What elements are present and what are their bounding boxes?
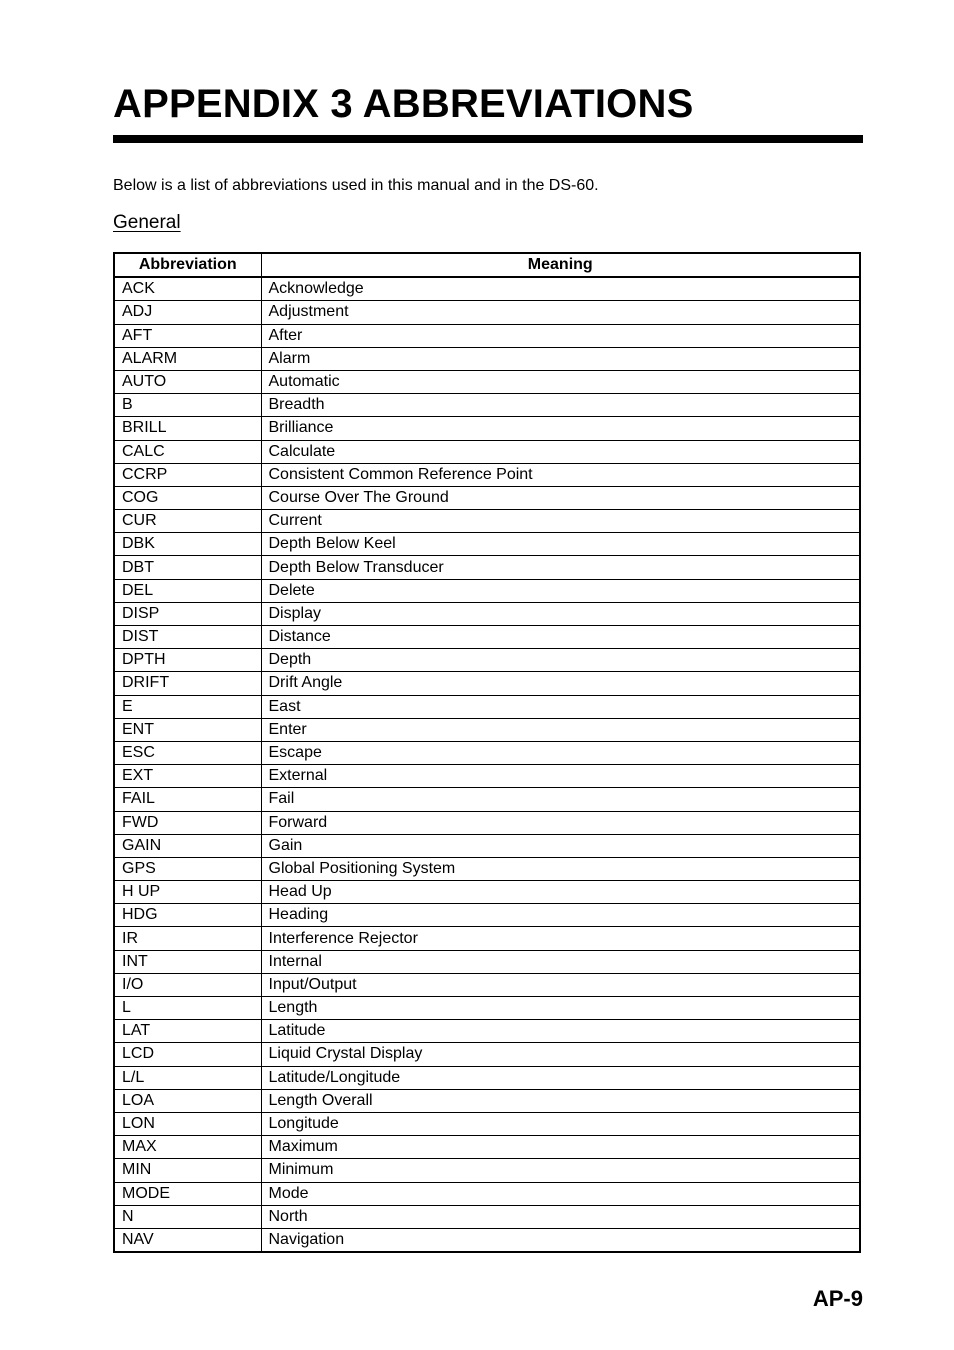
table-header-row — [114, 253, 860, 277]
abbreviation-cell: GPS — [114, 857, 261, 880]
meaning-cell: Delete — [261, 579, 860, 602]
meaning-cell: Course Over The Ground — [261, 486, 860, 509]
meaning-cell: Brilliance — [261, 417, 860, 440]
table-body — [114, 277, 860, 1252]
meaning-cell: Mode — [261, 1182, 860, 1205]
table-row — [114, 1228, 860, 1252]
table-row — [114, 788, 860, 811]
table-row — [114, 672, 860, 695]
meaning-cell: Liquid Crystal Display — [261, 1043, 860, 1066]
meaning-cell: Latitude — [261, 1020, 860, 1043]
abbreviation-cell: AUTO — [114, 370, 261, 393]
abbreviation-cell: CUR — [114, 510, 261, 533]
abbreviation-cell: CALC — [114, 440, 261, 463]
table-row — [114, 1182, 860, 1205]
table-row — [114, 1159, 860, 1182]
meaning-cell: Minimum — [261, 1159, 860, 1182]
meaning-cell: Maximum — [261, 1136, 860, 1159]
table-row — [114, 834, 860, 857]
column-header-meaning: Meaning — [261, 253, 860, 277]
table-row — [114, 950, 860, 973]
table-row — [114, 1205, 860, 1228]
meaning-cell: Calculate — [261, 440, 860, 463]
abbreviation-cell: ALARM — [114, 347, 261, 370]
abbreviation-cell: DPTH — [114, 649, 261, 672]
table-row — [114, 1020, 860, 1043]
table-row — [114, 347, 860, 370]
meaning-cell: Navigation — [261, 1228, 860, 1252]
abbreviation-cell: E — [114, 695, 261, 718]
meaning-cell: Latitude/Longitude — [261, 1066, 860, 1089]
table-row — [114, 626, 860, 649]
table-row — [114, 811, 860, 834]
table-row — [114, 510, 860, 533]
table-row — [114, 1089, 860, 1112]
abbreviation-cell: DEL — [114, 579, 261, 602]
meaning-cell: Distance — [261, 626, 860, 649]
abbreviation-cell: I/O — [114, 973, 261, 996]
abbreviation-cell: ENT — [114, 718, 261, 741]
abbreviation-cell: ESC — [114, 741, 261, 764]
abbreviation-cell: INT — [114, 950, 261, 973]
abbreviation-cell: HDG — [114, 904, 261, 927]
abbreviation-cell: FWD — [114, 811, 261, 834]
meaning-cell: Depth — [261, 649, 860, 672]
page-number: AP-9 — [812, 1286, 863, 1311]
meaning-cell: Enter — [261, 718, 860, 741]
meaning-cell: Fail — [261, 788, 860, 811]
abbreviation-cell: LON — [114, 1112, 261, 1135]
table-row — [114, 741, 860, 764]
table-row — [114, 486, 860, 509]
table-row — [114, 765, 860, 788]
abbreviation-cell: MAX — [114, 1136, 261, 1159]
abbreviation-cell: N — [114, 1205, 261, 1228]
abbreviation-cell: COG — [114, 486, 261, 509]
abbreviation-cell: BRILL — [114, 417, 261, 440]
meaning-cell: Input/Output — [261, 973, 860, 996]
abbreviation-cell: CCRP — [114, 463, 261, 486]
table-row — [114, 533, 860, 556]
table-row — [114, 881, 860, 904]
meaning-cell: Interference Rejector — [261, 927, 860, 950]
table-row — [114, 370, 860, 393]
abbreviation-cell: GAIN — [114, 834, 261, 857]
intro-text: Below is a list of abbreviations used in this manual and in the DS-60. — [113, 177, 599, 194]
table-row — [114, 301, 860, 324]
table-row — [114, 1043, 860, 1066]
meaning-cell: North — [261, 1205, 860, 1228]
table-row — [114, 1112, 860, 1135]
table-row — [114, 556, 860, 579]
abbreviation-cell: EXT — [114, 765, 261, 788]
table-row — [114, 394, 860, 417]
meaning-cell: After — [261, 324, 860, 347]
abbreviation-cell: MODE — [114, 1182, 261, 1205]
page-title: APPENDIX 3 ABBREVIATIONS — [113, 82, 694, 126]
meaning-cell: Acknowledge — [261, 277, 860, 301]
table-row — [114, 857, 860, 880]
meaning-cell: Automatic — [261, 370, 860, 393]
meaning-cell: Length — [261, 997, 860, 1020]
meaning-cell: Global Positioning System — [261, 857, 860, 880]
column-header-abbreviation: Abbreviation — [114, 253, 261, 277]
meaning-cell: Adjustment — [261, 301, 860, 324]
table-row — [114, 695, 860, 718]
meaning-cell: Internal — [261, 950, 860, 973]
table-row — [114, 1136, 860, 1159]
table-row — [114, 973, 860, 996]
abbreviation-cell: DBT — [114, 556, 261, 579]
meaning-cell: External — [261, 765, 860, 788]
meaning-cell: Alarm — [261, 347, 860, 370]
abbreviation-cell: L/L — [114, 1066, 261, 1089]
abbreviation-cell: B — [114, 394, 261, 417]
abbreviation-cell: L — [114, 997, 261, 1020]
abbreviation-cell: LOA — [114, 1089, 261, 1112]
meaning-cell: Consistent Common Reference Point — [261, 463, 860, 486]
meaning-cell: Depth Below Transducer — [261, 556, 860, 579]
abbreviation-cell: ADJ — [114, 301, 261, 324]
meaning-cell: East — [261, 695, 860, 718]
table-row — [114, 649, 860, 672]
abbreviation-cell: IR — [114, 927, 261, 950]
table-row — [114, 718, 860, 741]
table-row — [114, 579, 860, 602]
table-row — [114, 927, 860, 950]
abbreviation-cell: ACK — [114, 277, 261, 301]
table-row — [114, 602, 860, 625]
abbreviation-cell: DRIFT — [114, 672, 261, 695]
table-row — [114, 417, 860, 440]
meaning-cell: Head Up — [261, 881, 860, 904]
title-rule — [113, 135, 863, 143]
meaning-cell: Display — [261, 602, 860, 625]
meaning-cell: Depth Below Keel — [261, 533, 860, 556]
abbreviations-table — [113, 252, 861, 1253]
abbreviation-cell: H UP — [114, 881, 261, 904]
meaning-cell: Longitude — [261, 1112, 860, 1135]
table-row — [114, 324, 860, 347]
abbreviation-cell: DBK — [114, 533, 261, 556]
table-row — [114, 904, 860, 927]
abbreviation-cell: MIN — [114, 1159, 261, 1182]
abbreviation-cell: LAT — [114, 1020, 261, 1043]
table-row — [114, 997, 860, 1020]
meaning-cell: Heading — [261, 904, 860, 927]
table-row — [114, 463, 860, 486]
abbreviation-cell: DISP — [114, 602, 261, 625]
meaning-cell: Gain — [261, 834, 860, 857]
meaning-cell: Current — [261, 510, 860, 533]
abbreviation-cell: NAV — [114, 1228, 261, 1252]
meaning-cell: Drift Angle — [261, 672, 860, 695]
abbreviation-cell: AFT — [114, 324, 261, 347]
meaning-cell: Escape — [261, 741, 860, 764]
abbreviation-cell: FAIL — [114, 788, 261, 811]
meaning-cell: Length Overall — [261, 1089, 860, 1112]
table-row — [114, 1066, 860, 1089]
table-row — [114, 277, 860, 301]
abbreviation-cell: DIST — [114, 626, 261, 649]
table-row — [114, 440, 860, 463]
meaning-cell: Forward — [261, 811, 860, 834]
section-heading-general: General — [113, 212, 181, 233]
abbreviation-cell: LCD — [114, 1043, 261, 1066]
meaning-cell: Breadth — [261, 394, 860, 417]
